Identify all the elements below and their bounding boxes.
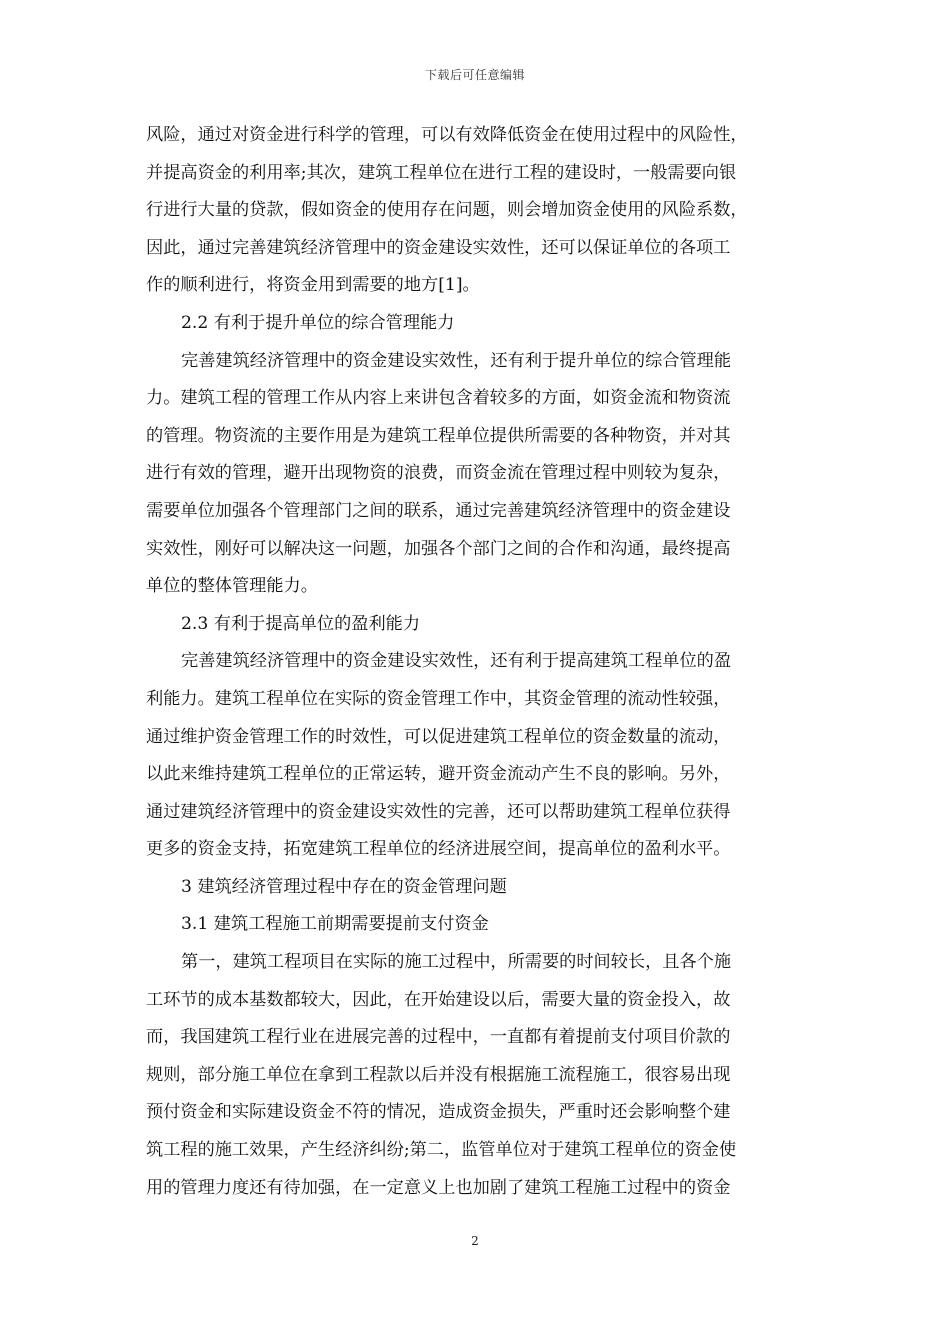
text-line: 更多的资金支持，拓宽建筑工程单位的经济进展空间，提高单位的盈利水平。: [146, 839, 731, 860]
text-line: 实效性，刚好可以解决这一问题，加强各个部门之间的合作和沟通，最终提高: [146, 538, 731, 559]
text-line: 工环节的成本基数都较大，因此，在开始建设以后，需要大量的资金投入，故: [146, 989, 731, 1010]
text-line: 规则，部分施工单位在拿到工程款以后并没有根据施工流程施工，很容易出现: [146, 1064, 731, 1085]
text-line: 预付资金和实际建设资金不符的情况，造成资金损失，严重时还会影响整个建: [146, 1102, 731, 1123]
page-header: 下载后可任意编辑: [424, 68, 525, 82]
text-line: 因此，通过完善建筑经济管理中的资金建设实效性，还可以保证单位的各项工: [146, 237, 731, 258]
text-line: 并提高资金的利用率;其次，建筑工程单位在进行工程的建设时，一般需要向银: [146, 162, 737, 183]
text-line: 2.3 有利于提高单位的盈利能力: [181, 613, 421, 634]
text-line: 行进行大量的贷款，假如资金的使用存在问题，则会增加资金使用的风险系数，: [146, 200, 748, 221]
text-line: 而，我国建筑工程行业在进展完善的过程中，一直都有着提前支付项目价款的: [146, 1027, 731, 1048]
text-line: 利能力。建筑工程单位在实际的资金管理工作中，其资金管理的流动性较强，: [146, 688, 731, 709]
text-line: 第一，建筑工程项目在实际的施工过程中，所需要的时间较长，且各个施: [181, 952, 732, 973]
text-line: 通过维护资金管理工作的时效性，可以促进建筑工程单位的资金数量的流动，: [146, 726, 731, 747]
text-line: 完善建筑经济管理中的资金建设实效性，还有利于提升单位的综合管理能: [181, 350, 732, 371]
page-number: 2: [471, 1234, 479, 1248]
text-line: 3.1 建筑工程施工前期需要提前支付资金: [181, 914, 489, 935]
text-line: 完善建筑经济管理中的资金建设实效性，还有利于提高建筑工程单位的盈: [181, 651, 732, 672]
text-line: 以此来维持建筑工程单位的正常运转，避开资金流动产生不良的影响。另外，: [146, 764, 731, 785]
text-line: 用的管理力度还有待加强，在一定意义上也加剧了建筑工程施工过程中的资金: [146, 1177, 731, 1198]
text-line: 力。建筑工程的管理工作从内容上来讲包含着较多的方面，如资金流和物资流: [146, 388, 731, 409]
document-body: [146, 117, 804, 1207]
text-line: 筑工程的施工效果，产生经济纠纷;第二，监管单位对于建筑工程单位的资金使: [146, 1140, 737, 1161]
text-line: 需要单位加强各个管理部门之间的联系，通过完善建筑经济管理中的资金建设: [146, 500, 731, 521]
text-line: 3 建筑经济管理过程中存在的资金管理问题: [181, 876, 507, 897]
text-line: 通过建筑经济管理中的资金建设实效性的完善，还可以帮助建筑工程单位获得: [146, 801, 731, 822]
text-line: 单位的整体管理能力。: [146, 576, 318, 597]
text-line: 2.2 有利于提升单位的综合管理能力: [181, 312, 455, 333]
text-line: 作的顺利进行，将资金用到需要的地方[1]。: [146, 275, 480, 296]
text-line: 进行有效的管理，避开出现物资的浪费，而资金流在管理过程中则较为复杂，: [146, 463, 731, 484]
text-line: 风险，通过对资金进行科学的管理，可以有效降低资金在使用过程中的风险性，: [146, 125, 748, 145]
text-line: 的管理。物资流的主要作用是为建筑工程单位提供所需要的各种物资，并对其: [146, 425, 731, 446]
